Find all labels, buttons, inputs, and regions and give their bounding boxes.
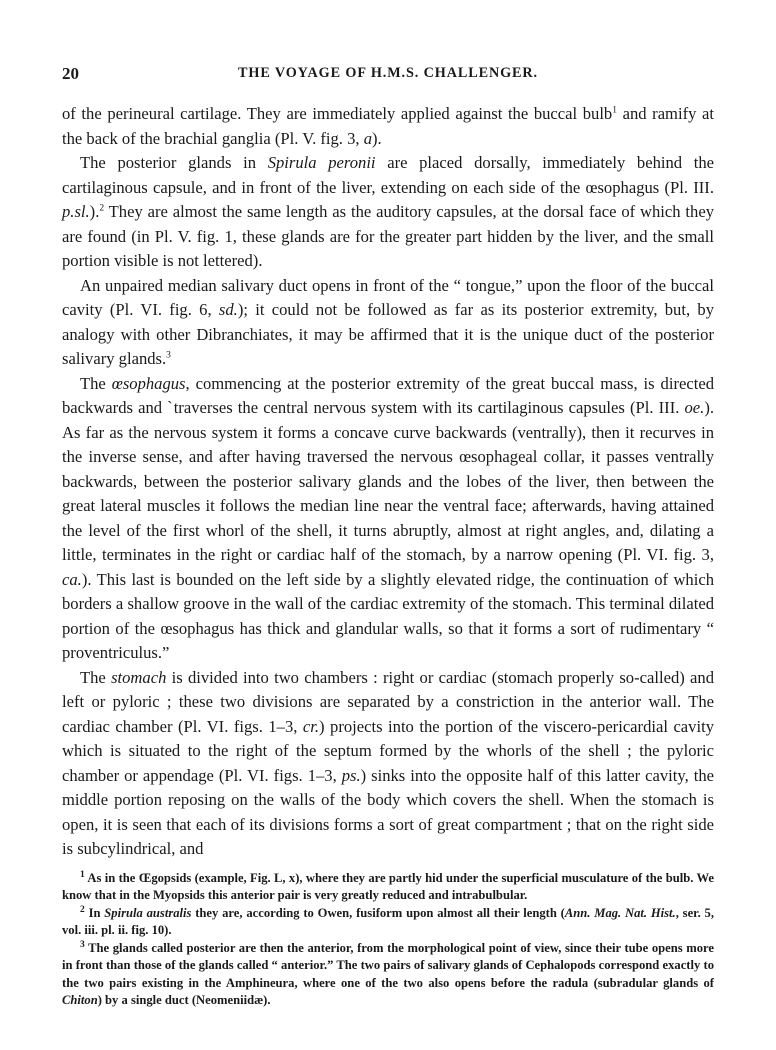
book-page xyxy=(62,64,714,1010)
paragraph-oesophagus: The œsophagus, commencing at the posterior extremity of the great buccal mass, is directed backwards and ˋtraverses the central nervous system with its cartilaginous capsules (Pl. III. oe.). As far as the nervous system it forms a concave curve backwards (ventrally), then it recurves in the inverse sense, and after having traversed the nervous œsophageal collar, it passes ventrally backwards, between the posterior salivary glands and the lobes of the liver, then between the great lateral muscles it follows the median line near the ventral face; afterwards, having attained the level of the first whorl of the shell, it turns abruptly, almost at right angles, and, dilating a little, terminates in the right or cardiac half of the stomach, by a narrow opening (Pl. VI. fig. 3, ca.). This last is bounded on the left side by a slightly elevated ridge, the continuation of which borders a shallow groove in the wall of the cardiac extremity of the stomach. This terminal dilated portion of the œsophagus has thick and glandular walls, so that it forms a sort of rudimentary “ proventriculus.” xyxy=(62,373,714,662)
page-number: 20 xyxy=(62,64,79,83)
paragraph-perineural: of the perineural cartilage. They are immediately applied against the buccal bulb$^1$ and ramify at the back of the brachial ganglia (Pl. V. fig. 3, a). xyxy=(62,104,714,148)
running-title: THE VOYAGE OF H.M.S. CHALLENGER. xyxy=(238,65,538,81)
page-header xyxy=(62,64,714,90)
paragraph-stomach: The stomach is divided into two chambers : right or cardiac (stomach properly so-called) and left or pyloric ; these two divisions are separated by a constriction in the anterior wall. The cardiac chamber (Pl. VI. figs. 1–3, cr.) projects into the portion of the viscero-pericardial cavity which is situated to the right of the septum formed by the whorls of the shell ; the pyloric chamber or appendage (Pl. VI. figs. 1–3, ps.) sinks into the opposite half of this latter cavity, the middle portion reposing on the walls of the body which covers the shell. When the stomach is open, it is seen that each of its divisions forms a sort of great compartment ; that on the right side is subcylindrical, and xyxy=(62,667,714,858)
paragraph-posterior-glands: The posterior glands in Spirula peronii are placed dorsally, immediately behind the cartilaginous capsule, and in front of the liver, extending on each side of the œsophagus (Pl. III. p.sl.).$^2$ They are almost the same length as the auditory capsules, at the dorsal face of which they are found (in Pl. V. fig. 1, these glands are for the greater part hidden by the liver, and the small portion visible is not lettered). xyxy=(62,153,715,270)
footnote-1: $^1$ As in the Œgopsids (example, Fig. L, x), where they are partly hid under the superficial musculature of the bulb. We know that in the Myopsids this anterior pair is very greatly reduced and intrabulbular. xyxy=(62,869,714,902)
footnotes xyxy=(62,870,714,1010)
footnote-2: $^2$ In Spirula australis they are, according to Owen, fusiform upon almost all their length (Ann. Mag. Nat. Hist., ser. 5, vol. iii. pl. ii. fig. 10). xyxy=(62,904,715,937)
footnote-ref-3: 3 xyxy=(166,350,171,361)
paragraph-salivary-duct: An unpaired median salivary duct opens in front of the “ tongue,” upon the floor of the buccal cavity (Pl. VI. fig. 6, sd.); it could not be followed as far as its posterior extremity, but, by analogy with other Dibranchiates, it may be affirmed that it is the unique duct of the posterior salivary glands.$^3$ xyxy=(62,275,714,368)
footnote-3: $^3$ The glands called posterior are then the anterior, from the morphological point of view, since their tube opens more in front than those of the glands called “ anterior.” The two pairs of salivary glands of Cephalopods correspond exactly to the two pairs existing in the Amphineura, where one of the two also opens before the radula (subradular glands of Chiton) by a single duct (Neomeniidæ). xyxy=(62,939,714,1007)
body-text xyxy=(62,102,714,862)
footnote-ref-1: 1 xyxy=(612,105,617,116)
footnote-ref-2: 2 xyxy=(99,203,105,214)
